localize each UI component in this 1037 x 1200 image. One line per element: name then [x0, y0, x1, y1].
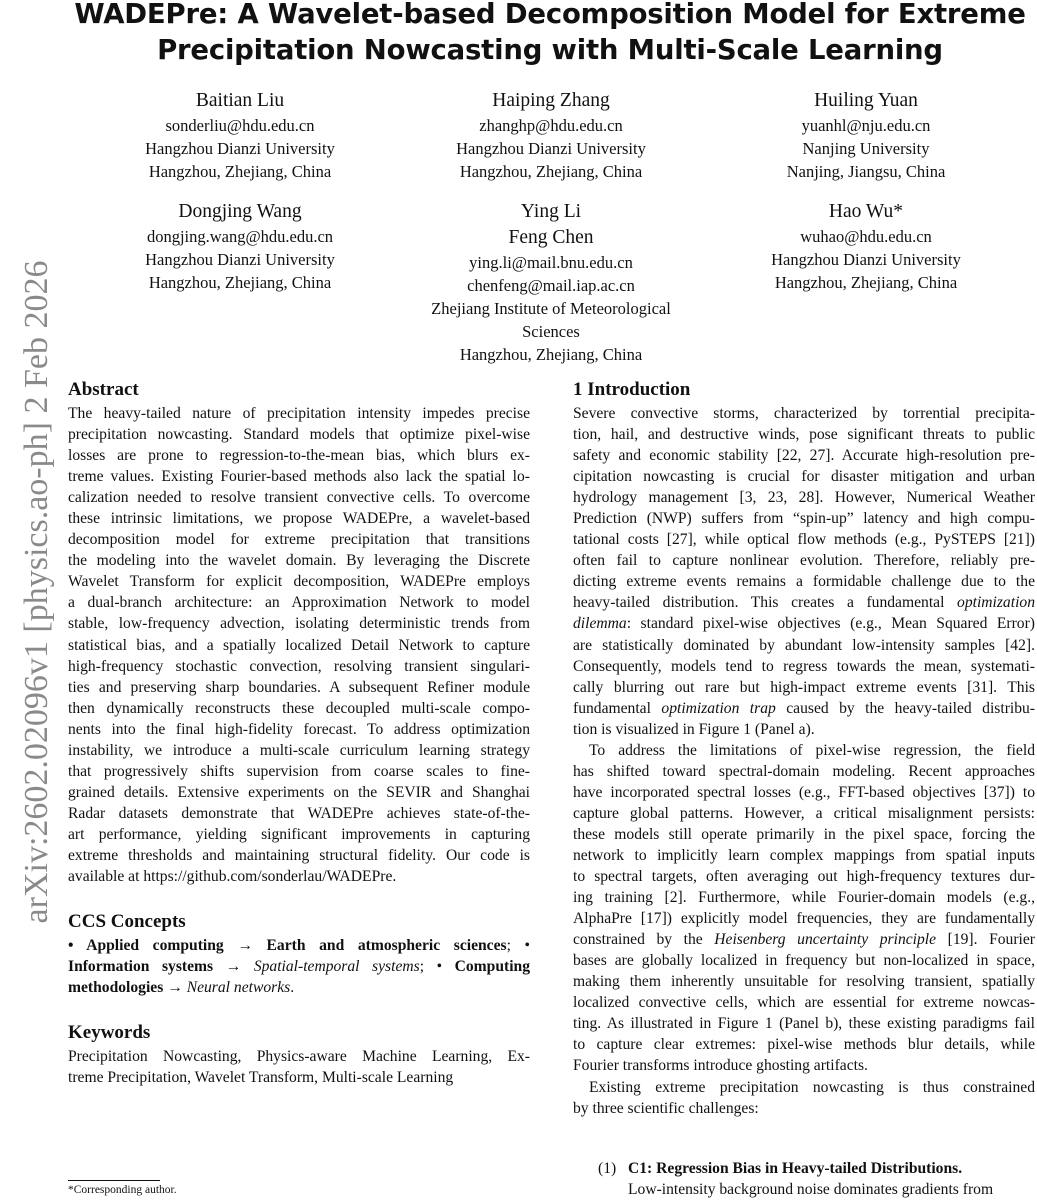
- author-affiliation-line: Hangzhou Dianzi University: [145, 250, 335, 269]
- text-line: AlphaPre [17]) explicitly model frequencies, they are fundamentally: [573, 910, 1035, 928]
- author-name: Feng Chen: [508, 227, 594, 248]
- section-heading: Keywords: [68, 1022, 151, 1044]
- author-affiliation-line: Hangzhou, Zhejiang, China: [774, 273, 958, 292]
- author-entry: [391, 88, 711, 183]
- author-affiliation-line: zhanghp@hdu.edu.cn: [479, 116, 623, 135]
- section-heading: CCS Concepts: [68, 911, 186, 933]
- text-span: Computing: [454, 958, 530, 976]
- author-name: Haiping Zhang: [492, 90, 610, 111]
- text-line: that progressively shifts supervision from coarse scales to fine-: [68, 762, 530, 780]
- text-span: constrained by the: [573, 931, 715, 949]
- text-line: to capture clear extremes: pixel-wise methods blur details, while: [573, 1036, 1035, 1054]
- text-line: Radar datasets demonstrate that WADEPre achieves state-of-the-: [68, 804, 530, 822]
- author-affiliation-line: Nanjing, Jiangsu, China: [786, 162, 946, 181]
- author-name: Huiling Yuan: [814, 90, 918, 111]
- author-name: Baitian Liu: [195, 90, 285, 111]
- text-line: extreme thresholds and maintaining structural fidelity. Our code is: [68, 846, 530, 864]
- arxiv-identifier-stamp: arXiv:2602.02096v1 [physics.ao-ph] 2 Feb 2026: [18, 260, 55, 924]
- left-column: [68, 377, 530, 1088]
- text-line: ting. As illustrated in Figure 1 (Panel b), these existing paradigms fail: [573, 1015, 1035, 1033]
- text-span: Neural networks: [186, 979, 291, 997]
- text-line: network to implicitly learn complex mappings from spatial inputs: [573, 846, 1035, 864]
- text-line: precipitation nowcasting. Standard models that optimize pixel-wise: [68, 426, 530, 444]
- text-line: decomposition model for extreme precipitation that transitions: [68, 531, 530, 549]
- text-span: : standard pixel-wise objectives (e.g., Mean Squared Error): [626, 615, 1035, 633]
- paragraph: [68, 403, 530, 887]
- text-line: Fourier transforms introduce ghosting artifacts.: [573, 1057, 868, 1075]
- paragraph: [68, 935, 530, 998]
- author-entry: [391, 199, 711, 366]
- text-span: Heisenberg uncertainty principle: [714, 931, 937, 949]
- author-affiliation-line: Hangzhou, Zhejiang, China: [459, 162, 643, 181]
- author-affiliation-line: Hangzhou Dianzi University: [771, 250, 961, 269]
- text-span: methodologies →: [68, 979, 187, 997]
- list-item-title: C1: Regression Bias in Heavy-tailed Distributions.: [628, 1160, 963, 1177]
- text-line: these models still operate primarily in the pixel space, forcing the: [573, 825, 1035, 843]
- author-entry: [706, 199, 1026, 294]
- author-entry: [80, 199, 400, 294]
- text-line: cally blurring out rare but high-impact extreme events [31]. This: [573, 678, 1035, 696]
- text-line: To address the limitations of pixel-wise regression, the field: [589, 741, 1035, 759]
- text-line: dicting extreme events remains a formidable challenge due to the: [573, 573, 1035, 591]
- text-line: ing training [2]. Furthermore, while Fourier-domain models (e.g.,: [573, 889, 1035, 907]
- text-span: [19]. Fourier: [936, 931, 1035, 949]
- paragraph: [573, 740, 1035, 1077]
- spacer: [68, 887, 530, 909]
- text-line: localized convective cells, which are essential for extreme nowcas-: [573, 994, 1035, 1012]
- author-affiliation-line: Nanjing University: [802, 139, 930, 158]
- text-line: Prediction (NWP) suffers from “spin-up” latency and high compu-: [573, 510, 1035, 528]
- text-span: .: [290, 979, 295, 997]
- paragraph: [573, 403, 1035, 740]
- text-line: Wavelet Transform for explicit decomposition, WADEPre employs: [68, 573, 530, 591]
- spacer: [68, 998, 530, 1020]
- text-line: Consequently, models tend to regress towards the mean, systemati-: [573, 657, 1035, 675]
- text-line: safety and economic stability [22, 27]. Accurate high-resolution pre-: [573, 447, 1035, 465]
- text-line: ties and preserving sharp boundaries. A subsequent Refiner module: [68, 678, 530, 696]
- text-line: instability, we introduce a multi-scale curriculum learning strategy: [68, 741, 530, 759]
- text-span: optimization trap: [661, 699, 776, 717]
- text-line: [573, 592, 1035, 613]
- text-line: Existing extreme precipitation nowcasting is thus constrained: [589, 1078, 1035, 1096]
- text-line: losses are prone to regression-to-the-mean bias, which blurs ex-: [68, 447, 530, 465]
- text-line: a dual-branch architecture: an Approximation Network to model: [68, 594, 530, 612]
- paragraph: [68, 1046, 530, 1088]
- text-span: • Applied computing → Earth and atmospheric sciences: [68, 937, 507, 955]
- text-line: treme Precipitation, Wavelet Transform, Multi-scale Learning: [68, 1069, 454, 1087]
- author-affiliation-line: wuhao@hdu.edu.cn: [800, 227, 932, 246]
- text-span: Spatial-temporal systems: [253, 958, 420, 976]
- author-affiliation-line: Sciences: [522, 322, 580, 341]
- text-span: ; •: [419, 958, 455, 976]
- author-affiliation-line: yuanhl@nju.edu.cn: [801, 116, 931, 135]
- list-number: (1): [598, 1160, 617, 1177]
- text-line: have incorporated spectral losses (e.g., FFT-based objectives [37]) to: [573, 783, 1035, 801]
- text-line: [573, 929, 1035, 950]
- author-affiliation-line: Hangzhou, Zhejiang, China: [459, 345, 643, 364]
- list-item-text: Low-intensity background noise dominates gradients from: [628, 1181, 994, 1198]
- text-span: dilemma: [573, 615, 627, 633]
- text-line: then dynamically reconstructs these decoupled multi-scale compo-: [68, 699, 530, 717]
- text-line: tational costs [27], while optical flow methods (e.g., PySTEPS [21]): [573, 531, 1035, 549]
- author-affiliation-line: ying.li@mail.bnu.edu.cn: [469, 253, 633, 272]
- author-entry: [706, 88, 1026, 183]
- text-line: has shifted toward spectral-domain modeling. Recent approaches: [573, 762, 1035, 780]
- text-line: high-frequency stochastic convection, resolving transient singulari-: [68, 657, 530, 675]
- text-line: often fail to capture nonlinear evolution. Therefore, reliably pre-: [573, 552, 1035, 570]
- text-line: to spectral targets, often averaging out high-frequency textures dur-: [573, 868, 1035, 886]
- text-line: capture global patterns. However, a critical misalignment persists:: [573, 804, 1035, 822]
- author-affiliation-line: chenfeng@mail.iap.ac.cn: [467, 276, 635, 295]
- text-line: grained details. Extensive experiments on the SEVIR and Shanghai: [68, 783, 530, 801]
- text-line: by three scientific challenges:: [573, 1099, 759, 1117]
- author-affiliation-line: Zhejiang Institute of Meteorological: [431, 299, 671, 318]
- paragraph: [573, 1077, 1035, 1119]
- section-heading: Abstract: [68, 379, 139, 400]
- author-affiliation-line: Hangzhou, Zhejiang, China: [148, 273, 332, 292]
- text-line: Severe convective storms, characterized by torrential precipita-: [573, 405, 1035, 422]
- text-line: [573, 698, 1035, 719]
- text-line: tion is visualized in Figure 1 (Panel a).: [573, 720, 815, 738]
- author-affiliation-line: sonderliu@hdu.edu.cn: [165, 116, 315, 135]
- author-name: Dongjing Wang: [178, 201, 302, 222]
- footnote-rule: [68, 1180, 160, 1181]
- text-span: optimization: [957, 594, 1035, 612]
- text-span: caused by the heavy-tailed distribu-: [775, 699, 1036, 717]
- text-line: The heavy-tailed nature of precipitation intensity impedes precise: [68, 405, 530, 422]
- text-line: these intrinsic limitations, we propose WADEPre, a wavelet-based: [68, 510, 530, 528]
- text-line: calization needed to resolve transient convective cells. To overcome: [68, 489, 530, 507]
- author-affiliation-line: Hangzhou, Zhejiang, China: [148, 162, 332, 181]
- text-span: fundamental: [573, 699, 662, 717]
- text-span: ; •: [506, 937, 530, 955]
- text-line: making them inherently unsuitable for resolving transient, spatially: [573, 973, 1035, 991]
- text-line: Precipitation Nowcasting, Physics-aware Machine Learning, Ex-: [68, 1048, 530, 1066]
- text-line: tion, hail, and destructive winds, pose significant threats to public: [573, 426, 1035, 444]
- text-span: Information systems →: [68, 958, 254, 976]
- text-line: bases are globally localized in frequency but non-localized in space,: [573, 952, 1035, 970]
- author-affiliation-line: Hangzhou Dianzi University: [145, 139, 335, 158]
- section-heading: 1 Introduction: [573, 379, 691, 400]
- text-line: nents into the final high-fidelity forecast. To address optimization: [68, 720, 530, 738]
- paper-title: [0, 0, 1037, 68]
- text-line: stable, low-frequency advection, isolating deterministic trends from: [68, 615, 530, 633]
- text-line: cipitation nowcasting is crucial for disaster mitigation and urban: [573, 468, 1035, 486]
- author-name: Hao Wu*: [828, 201, 904, 222]
- text-line: available at https://github.com/sonderlau/WADEPre.: [68, 868, 397, 886]
- text-line: treme values. Existing Fourier-based methods also lack the spatial lo-: [68, 468, 530, 486]
- text-line: hydrology management [3, 23, 28]. However, Numerical Weather: [573, 489, 1035, 507]
- text-line: [68, 935, 530, 956]
- text-span: heavy-tailed distribution. This creates a fundamental: [573, 594, 958, 612]
- text-line: statistical bias, and a spatially localized Detail Network to capture: [68, 636, 530, 654]
- author-affiliation-line: Hangzhou Dianzi University: [456, 139, 646, 158]
- text-line: the modeling into the wavelet domain. By leveraging the Discrete: [68, 552, 530, 570]
- text-line: [573, 613, 1035, 634]
- author-entry: [80, 88, 400, 183]
- text-line: [68, 956, 530, 977]
- author-affiliation-line: dongjing.wang@hdu.edu.cn: [146, 227, 334, 246]
- title-line: Precipitation Nowcasting with Multi-Scale Learning: [157, 34, 943, 66]
- challenge-list-item: [598, 1158, 1035, 1200]
- text-line: art performance, yielding significant improvements in capturing: [68, 825, 530, 843]
- right-column: [573, 377, 1035, 1119]
- title-line: WADEPre: A Wavelet-based Decomposition Model for Extreme: [74, 0, 1026, 30]
- footnote: *Corresponding author.: [68, 1184, 177, 1196]
- author-name: Ying Li: [520, 201, 582, 222]
- text-line: are statistically dominated by abundant low-intensity samples [42].: [573, 636, 1035, 654]
- text-line: [68, 977, 530, 998]
